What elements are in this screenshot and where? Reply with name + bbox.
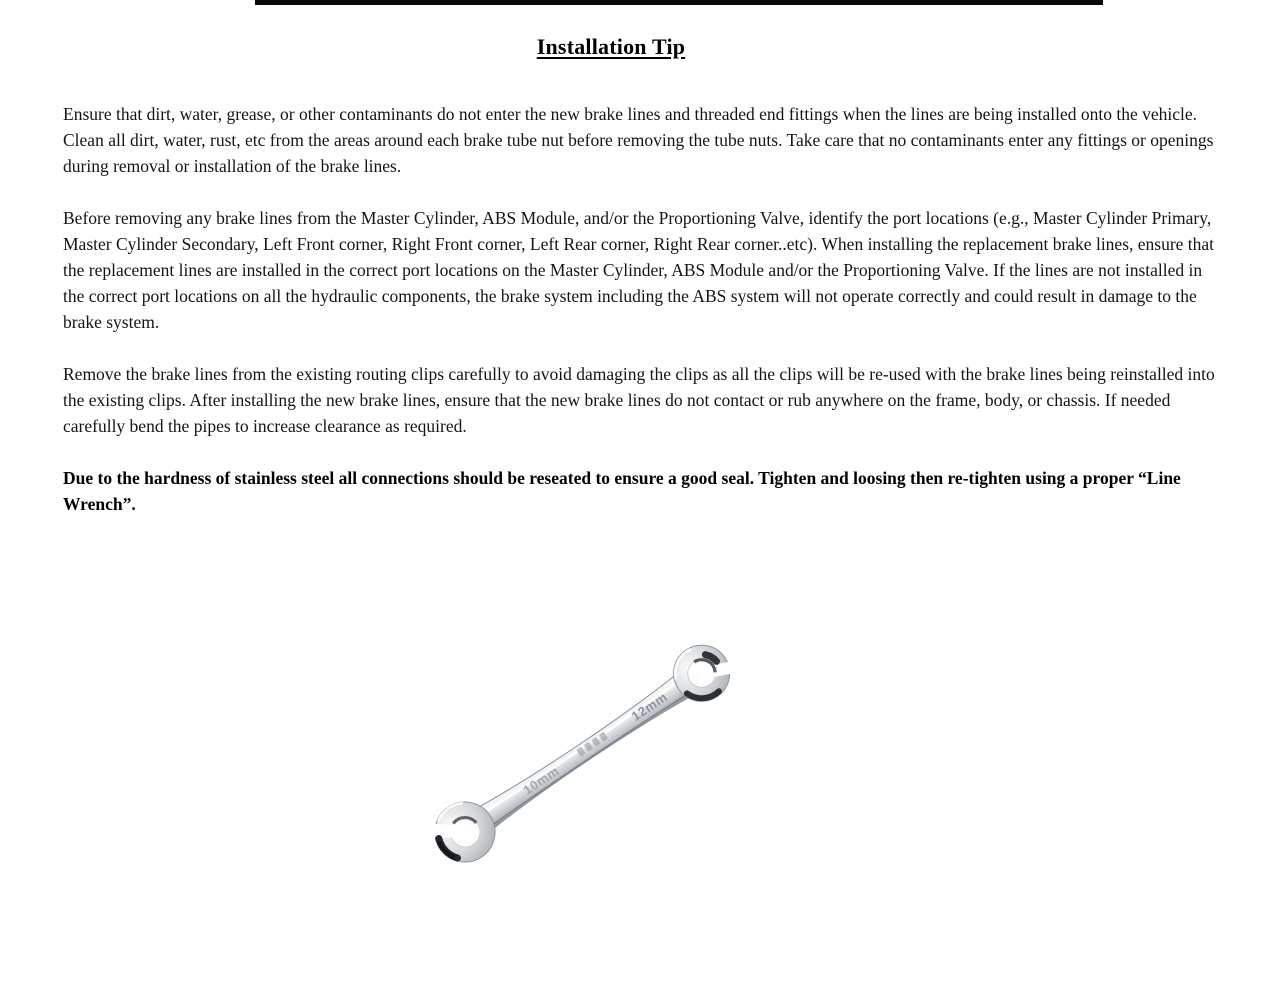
wrench-size-marking-12mm: 12mm <box>628 689 671 724</box>
paragraph-contaminants: Ensure that dirt, water, grease, or other contaminants do not enter the new brake lines and threaded end fittings when the lines are being installed onto the vehicle. Clean all dirt, water, rust, etc from the areas around each brake tube nut before removing the tube nuts. Take care that no contaminants enter any fittings or openings during removal or installation of the brake lines. <box>63 104 1214 176</box>
shaft-shadow-edge <box>493 694 687 824</box>
top-black-bar <box>255 0 1103 5</box>
wrench-size-marking-10mm: 10mm <box>520 762 562 798</box>
title-container <box>0 34 1222 60</box>
flare-nut-wrench-image <box>420 622 780 902</box>
line-wrench-photo <box>420 622 780 902</box>
paragraph-line-wrench-warning: Due to the hardness of stainless steel all connections should be reseated to ensure a good seal. Tighten and loosing then re-tighten using a proper “Line Wrench”. <box>63 468 1181 514</box>
page-title: Installation Tip <box>536 34 686 59</box>
paragraph-routing-clips: Remove the brake lines from the existing routing clips carefully to avoid damaging the clips as all the clips will be re-used with the brake lines being reinstalled into the existing clips. After installing the new brake lines, ensure that the new brake lines do not contact or rub anywhere on the frame, body, or chassis. If needed carefully bend the pipes to increase clearance as required. <box>63 364 1215 436</box>
document-body <box>63 101 1218 517</box>
paragraph-port-locations: Before removing any brake lines from the Master Cylinder, ABS Module, and/or the Proportioning Valve, identify the port locations (e.g., Master Cylinder Primary, Master Cylinder Secondary, Left Front corner, Right Front corner, Left Rear corner, Right Rear corner..etc). When installing the replacement brake lines, ensure that the replacement lines are installed in the correct port locations on the Master Cylinder, ABS Module and/or the Proportioning Valve. If the lines are not installed in the correct port locations on all the hydraulic components, the brake system including the ABS system will not operate correctly and could result in damage to the brake system. <box>63 208 1215 332</box>
wrench-body <box>423 630 746 874</box>
